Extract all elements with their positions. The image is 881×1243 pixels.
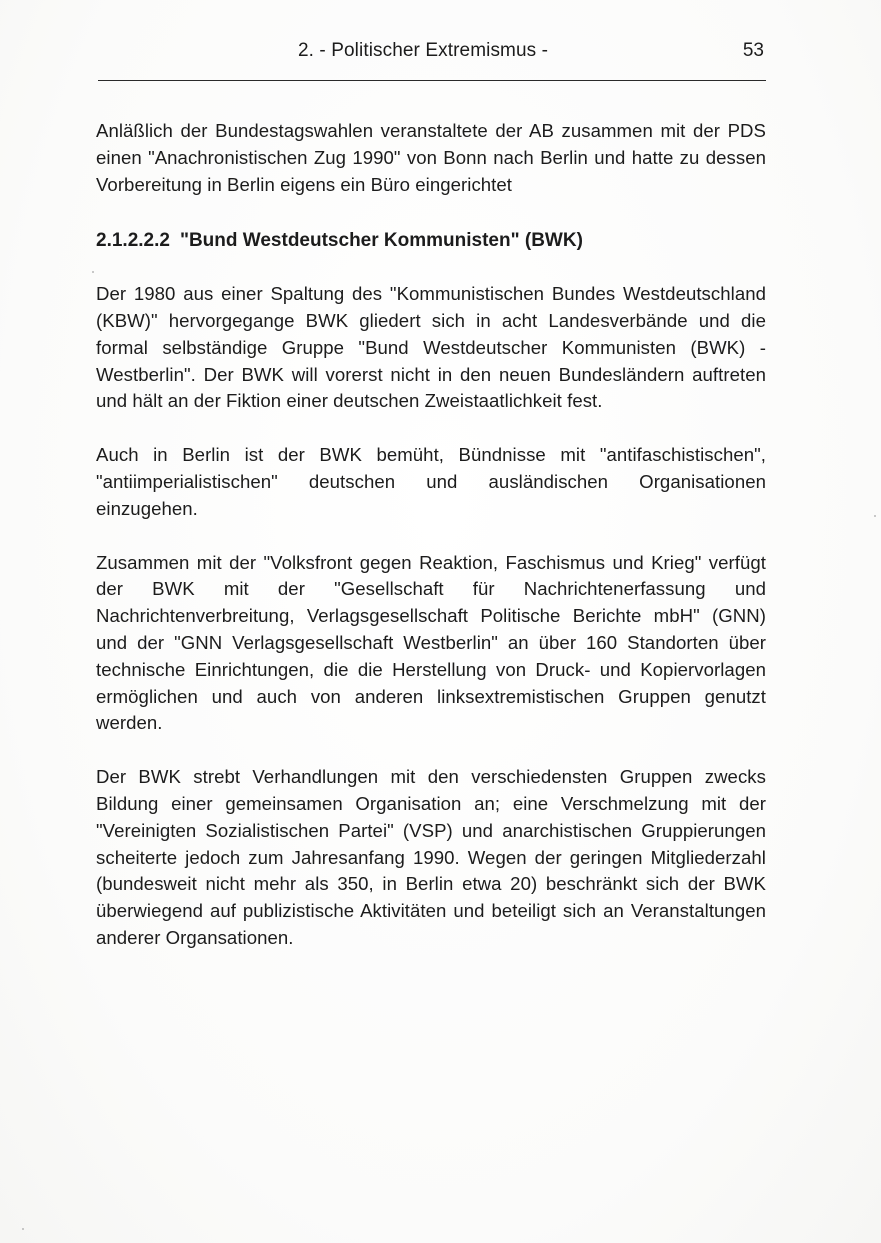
scan-speck (92, 271, 94, 273)
section-title: "Bund Westdeutscher Kommunisten" (BWK) (179, 230, 583, 252)
intro-paragraph: Anläßlich der Bundestagswahlen veranstaltete der AB zusammen mit der PDS einen "Anachronistischen Zug 1990" von Bonn nach Berlin und hatte zu dessen Vorbereitung in Berlin eigens ein Büro eingerichtet (96, 120, 766, 195)
paragraph-origin: Der 1980 aus einer Spaltung des "Kommunistischen Bundes Westdeutschland (KBW)" hervorgegange BWK gliedert sich in acht Landesverbände und die formal selbständige Gruppe "Bund Westdeutscher Kommunisten (BWK) - Westberlin". Der BWK will vorerst nicht in den neuen Bundesländern auftreten und hält an der Fiktion einer deutschen Zweistaatlichkeit fest. (96, 283, 766, 412)
scan-speck (22, 1228, 24, 1230)
page-body (96, 118, 766, 952)
scan-speck (874, 515, 876, 517)
page-header (98, 40, 766, 81)
paragraph-negotiations: Der BWK strebt Verhandlungen mit den verschiedensten Gruppen zwecks Bildung einer gemeinsamen Organisation an; eine Verschmelzung mit der "Vereinigten Sozialistischen Partei" (VSP) und anarchistischen Gruppierungen scheiterte jedoch zum Jahresanfang 1990. Wegen der geringen Mitgliederzahl (bundesweit nicht mehr als 350, in Berlin etwa 20) beschränkt sich der BWK überwiegend auf publizistische Aktivitäten und beteiligt sich an Veranstaltungen anderer Organsationen. (96, 766, 766, 948)
section-heading (96, 228, 766, 255)
running-title: 2. - Politischer Extremismus - (298, 40, 549, 61)
section-number: 2.1.2.2.2 (96, 230, 170, 252)
paragraph-infrastructure: Zusammen mit der "Volksfront gegen Reaktion, Faschismus und Krieg" verfügt der BWK mit der "Gesellschaft für Nachrichtenerfassung und Nachrichtenverbreitung, Verlagsgesellschaft Politische Berichte mbH" (GNN) und der "GNN Verlagsgesellschaft Westberlin" an über 160 Standorten über technische Einrichtungen, die die Herstellung von Druck- und Kopiervorlagen ermöglichen und auch von anderen linksextremistischen Gruppen genutzt werden. (96, 551, 766, 734)
page-number: 53 (742, 40, 764, 61)
paragraph-alliances: Auch in Berlin ist der BWK bemüht, Bündnisse mit "antifaschistischen", "antiimperialistischen" deutschen und ausländischen Organisationen einzugehen. (96, 444, 766, 519)
